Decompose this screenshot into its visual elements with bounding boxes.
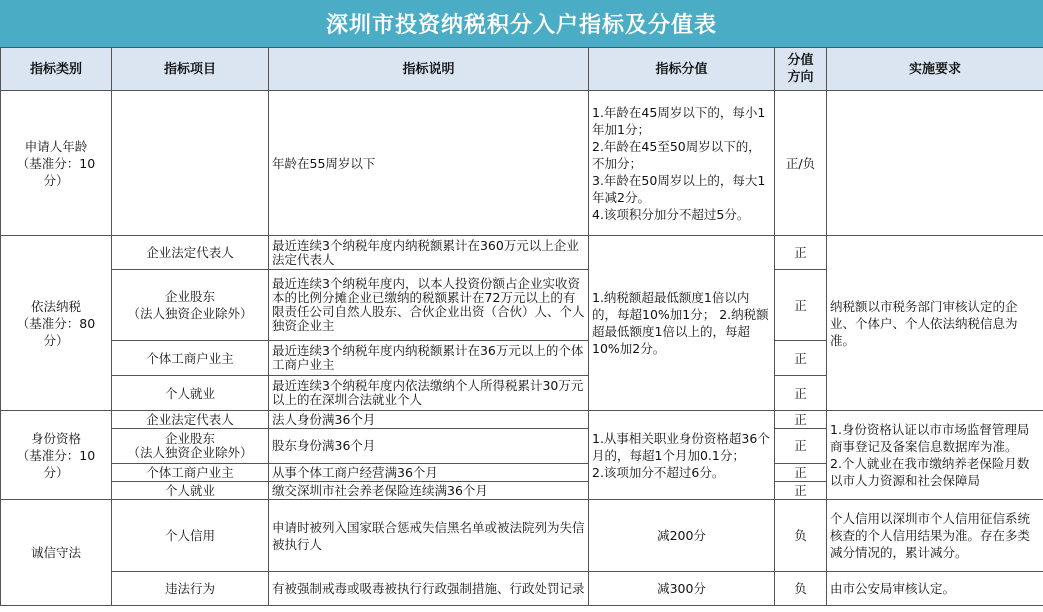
direction-credit-0: 负 — [775, 500, 827, 572]
item-identity-2: 个体工商户业主 — [112, 464, 269, 482]
item-identity-0: 企业法定代表人 — [112, 411, 269, 429]
table-row — [1, 236, 1043, 270]
direction-tax-1: 正 — [775, 270, 827, 341]
item-identity-3: 个人就业 — [112, 482, 269, 500]
requirement-tax: 纳税额以市税务部门审核认定的企业、个体户、个人依法纳税信息为准。 — [827, 236, 1043, 411]
direction-identity-0: 正 — [775, 411, 827, 429]
requirement-identity: 1.身份资格认证以市市场监督管理局商事登记及备案信息数据库为准。 2.个人就业在我市缴纳养老保险月数以市人力资源和社会保障局 — [827, 411, 1043, 500]
desc-identity-0: 法人身份满36个月 — [269, 411, 589, 429]
score-identity: 1.从事相关职业身份资格超36个月的，每超1个月加0.1分； 2.该项加分不超过6分。 — [589, 411, 775, 500]
item-identity-1: 企业股东 （法人独资企业除外） — [112, 429, 269, 464]
item-tax-2: 个体工商户业主 — [112, 341, 269, 376]
category-identity: 身份资格 （基准分：10 分） — [1, 411, 112, 500]
header-row — [1, 48, 1043, 91]
table-row — [1, 572, 1043, 606]
desc-identity-2: 从事个体工商户经营满36个月 — [269, 464, 589, 482]
desc-credit-1: 有被强制戒毒或吸毒被执行行政强制措施、行政处罚记录 — [269, 572, 589, 606]
score-credit-1: 减300分 — [589, 572, 775, 606]
item-age-empty — [112, 91, 269, 236]
direction-tax-0: 正 — [775, 236, 827, 270]
direction-age: 正/负 — [775, 91, 827, 236]
score-age: 1.年龄在45周岁以下的，每小1年加1分； 2.年龄在45至50周岁以下的，不加分； 3.年龄在50周岁以上的，每大1年减2分。 4.该项积分加分不超过5分。 — [589, 91, 775, 236]
item-tax-1: 企业股东 （法人独资企业除外） — [112, 270, 269, 341]
direction-tax-2: 正 — [775, 341, 827, 376]
desc-age: 年龄在55周岁以下 — [269, 91, 589, 236]
direction-credit-1: 负 — [775, 572, 827, 606]
desc-tax-1: 最近连续3个纳税年度内，以本人投资份额占企业实收资本的比例分摊企业已缴纳的税额累计在72万元以上的有限责任公司自然人股东、合伙企业出资（合伙）人、个人独资企业主 — [269, 270, 589, 341]
direction-identity-3: 正 — [775, 482, 827, 500]
table-row — [1, 411, 1043, 429]
requirement-age-empty — [827, 91, 1043, 236]
category-credit: 诚信守法 — [1, 500, 112, 606]
header-category: 指标类别 — [1, 48, 112, 91]
requirement-credit-1: 由市公安局审核认定。 — [827, 572, 1043, 606]
header-score: 指标分值 — [589, 48, 775, 91]
direction-tax-3: 正 — [775, 376, 827, 411]
item-credit-0: 个人信用 — [112, 500, 269, 572]
desc-tax-2: 最近连续3个纳税年度内纳税额累计在36万元以上的个体工商户业主 — [269, 341, 589, 376]
direction-identity-1: 正 — [775, 429, 827, 464]
direction-identity-2: 正 — [775, 464, 827, 482]
header-direction: 分值 方向 — [775, 48, 827, 91]
item-credit-1: 违法行为 — [112, 572, 269, 606]
category-age: 申请人年龄 （基准分：10 分） — [1, 91, 112, 236]
item-tax-0: 企业法定代表人 — [112, 236, 269, 270]
table-row — [1, 91, 1043, 236]
category-tax: 依法纳税 （基准分：80 分） — [1, 236, 112, 411]
indicator-table — [0, 47, 1043, 606]
header-item: 指标项目 — [112, 48, 269, 91]
score-credit-0: 减200分 — [589, 500, 775, 572]
desc-tax-0: 最近连续3个纳税年度内纳税额累计在360万元以上企业法定代表人 — [269, 236, 589, 270]
table-row — [1, 500, 1043, 572]
score-tax: 1.纳税额超最低额度1倍以内的，每超10%加1分； 2.纳税额超最低额度1倍以上的，每超10%加2分。 — [589, 236, 775, 411]
header-description: 指标说明 — [269, 48, 589, 91]
header-requirement: 实施要求 — [827, 48, 1043, 91]
desc-identity-1: 股东身份满36个月 — [269, 429, 589, 464]
desc-identity-3: 缴交深圳市社会养老保险连续满36个月 — [269, 482, 589, 500]
requirement-credit-0: 个人信用以深圳市个人信用征信系统核查的个人信用结果为准。存在多类减分情况的，累计减分。 — [827, 500, 1043, 572]
item-tax-3: 个人就业 — [112, 376, 269, 411]
table-title: 深圳市投资纳税积分入户指标及分值表 — [0, 0, 1043, 47]
desc-tax-3: 最近连续3个纳税年度内依法缴纳个人所得税累计30万元以上的在深圳合法就业个人 — [269, 376, 589, 411]
desc-credit-0: 申请时被列入国家联合惩戒失信黑名单或被法院列为失信被执行人 — [269, 500, 589, 572]
